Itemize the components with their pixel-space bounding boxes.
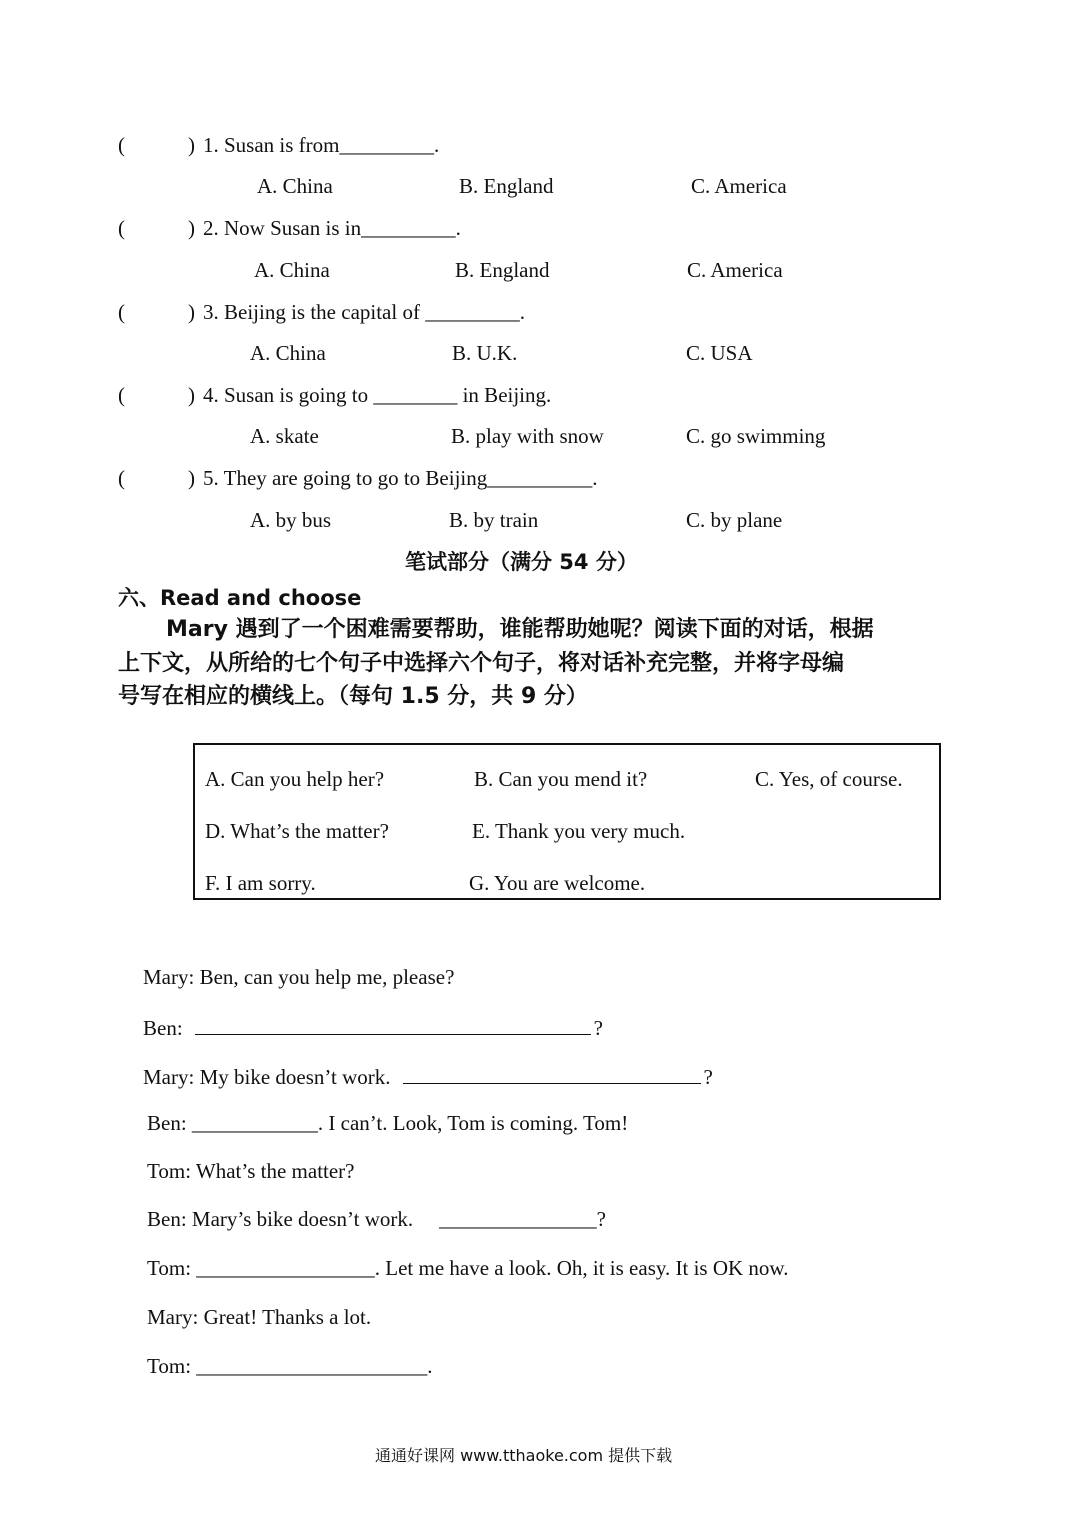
answer-paren-close: ) — [188, 300, 195, 324]
dialogue-line-6 — [147, 1209, 606, 1230]
option-b: B. England — [459, 174, 554, 198]
option-a: A. China — [257, 174, 333, 198]
question-stem: 2. Now Susan is in_________. — [203, 216, 461, 240]
dialogue-line-9: Tom: ______________________. — [147, 1354, 433, 1378]
dialogue-text: Mary: My bike doesn’t work. — [143, 1065, 391, 1089]
answer-paren-open: ( — [118, 300, 125, 324]
dialogue-line-2 — [143, 1014, 603, 1039]
option-c: C. go swimming — [686, 424, 826, 448]
option-c: C. USA — [686, 341, 753, 365]
question-mark: ? — [593, 1016, 603, 1040]
section-6-title: 六、Read and choose — [118, 586, 362, 610]
choice-d: D. What’s the matter? — [205, 819, 389, 843]
option-c: C. by plane — [686, 508, 783, 532]
option-c: C. America — [691, 174, 787, 198]
choice-e: E. Thank you very much. — [472, 819, 686, 843]
answer-blank[interactable] — [403, 1063, 701, 1084]
choice-g: G. You are welcome. — [469, 871, 646, 895]
option-a: A. by bus — [250, 508, 332, 532]
answer-paren-open: ( — [118, 133, 125, 157]
section-6-instructions-line-3: 号写在相应的横线上。（每句 1.5 分，共 9 分） — [118, 684, 588, 709]
answer-paren-open: ( — [118, 216, 125, 240]
dialogue-line-5: Tom: What’s the matter? — [147, 1159, 355, 1183]
written-section-heading: 笔试部分（满分 54 分） — [405, 550, 638, 574]
question-stem: 5. They are going to go to Beijing__________. — [203, 466, 598, 490]
choice-f: F. I am sorry. — [205, 871, 316, 895]
option-a: A. skate — [250, 424, 319, 448]
footer-credit: 通通好课网 www.tthaoke.com 提供下载 — [375, 1446, 673, 1465]
question-stem: 3. Beijing is the capital of _________. — [203, 300, 525, 324]
choice-c: C. Yes, of course. — [755, 767, 903, 791]
question-stem: 4. Susan is going to ________ in Beijing. — [203, 383, 552, 407]
dialogue-line-1: Mary: Ben, can you help me, please? — [143, 965, 455, 989]
section-6-instructions-line-2: 上下文，从所给的七个句子中选择六个句子，将对话补充完整，并将字母编 — [118, 651, 845, 676]
section-6-instructions-line-1: Mary 遇到了一个困难需要帮助，谁能帮助她呢？阅读下面的对话，根据 — [166, 617, 874, 642]
choice-a: A. Can you help her? — [205, 767, 385, 791]
dialogue-line-7: Tom: _________________. Let me have a look. Oh, it is easy. It is OK now. — [147, 1256, 789, 1280]
dialogue-text: Ben: Mary’s bike doesn’t work. — [147, 1207, 414, 1231]
answer-paren-open: ( — [118, 383, 125, 407]
option-b: B. U.K. — [452, 341, 518, 365]
question-mark: ? — [703, 1065, 713, 1089]
option-c: C. America — [687, 258, 783, 282]
option-b: B. England — [455, 258, 550, 282]
answer-paren-close: ) — [188, 216, 195, 240]
answer-paren-close: ) — [188, 383, 195, 407]
option-a: A. China — [250, 341, 326, 365]
dialogue-line-4: Ben: ____________. I can’t. Look, Tom is coming. Tom! — [147, 1111, 629, 1135]
choice-b: B. Can you mend it? — [474, 767, 648, 791]
answer-blank: _______________? — [439, 1207, 606, 1231]
answer-paren-close: ) — [188, 466, 195, 490]
question-stem: 1. Susan is from_________. — [203, 133, 440, 157]
option-a: A. China — [254, 258, 330, 282]
answer-paren-open: ( — [118, 466, 125, 490]
option-b: B. by train — [449, 508, 539, 532]
answer-paren-close: ) — [188, 133, 195, 157]
answer-blank[interactable] — [195, 1014, 591, 1035]
speaker: Ben: — [143, 1016, 183, 1040]
dialogue-line-8: Mary: Great! Thanks a lot. — [147, 1305, 372, 1329]
option-b: B. play with snow — [451, 424, 604, 448]
dialogue-line-3 — [143, 1063, 713, 1088]
